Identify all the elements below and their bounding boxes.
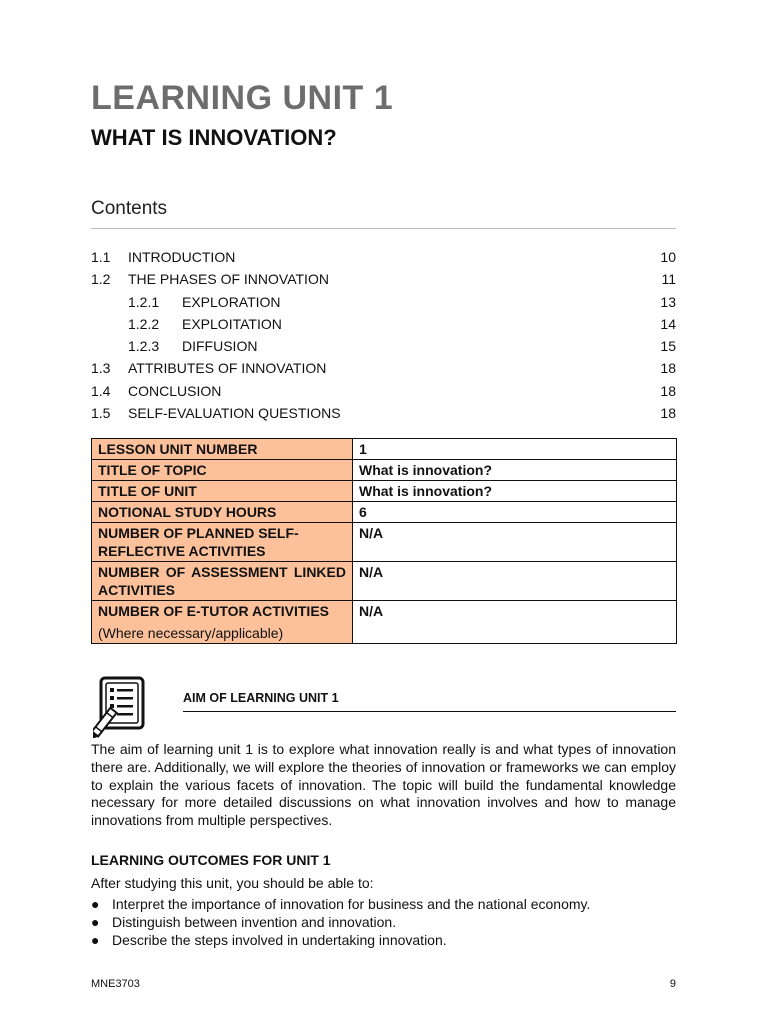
table-value: What is innovation? [353,481,677,502]
contents-divider [91,228,676,229]
list-item [91,932,676,950]
toc-page: 13 [660,293,676,310]
bullet-icon: ● [91,913,100,930]
footer-page-number: 9 [669,978,676,990]
table-row [92,481,677,502]
table-key: NUMBER OF PLANNED SELF-REFLECTIVE ACTIVITIES [92,523,353,562]
unit-subtitle: WHAT IS INNOVATION? [91,125,337,150]
toc-entry[interactable] [91,402,676,424]
toc-label: EXPLORATION [182,293,281,310]
toc-number: 1.1 [91,249,111,265]
table-value: N/A [353,601,677,644]
toc-number: 1.5 [91,405,111,422]
bullet-icon: ● [91,931,100,948]
outcomes-heading: LEARNING OUTCOMES FOR UNIT 1 [91,852,331,868]
toc-label: CONCLUSION [128,382,222,399]
toc-entry[interactable] [91,246,676,268]
unit-title: LEARNING UNIT 1 [91,79,394,117]
aim-divider [183,711,676,712]
table-key: NUMBER OF ASSESSMENT LINKED ACTIVITIES [92,562,353,601]
table-row [92,562,677,601]
toc-page: 10 [660,249,676,265]
toc-number: 1.4 [91,382,111,399]
toc-page: 18 [660,360,676,377]
list-item-text: Distinguish between invention and innovation. [112,913,397,930]
checklist-pencil-icon [93,676,147,738]
table-row [92,502,677,523]
table-of-contents [91,246,676,424]
list-item [91,914,676,932]
table-row [92,601,677,644]
toc-label: DIFFUSION [182,338,258,355]
toc-page: 15 [660,338,676,355]
contents-heading: Contents [91,198,168,219]
table-value: 6 [353,502,677,523]
toc-label: THE PHASES OF INNOVATION [128,271,329,288]
table-key-cell [92,601,353,644]
toc-number: 1.3 [91,360,111,377]
unit-info-table [91,438,677,644]
toc-label: EXPLOITATION [182,315,282,332]
table-value: N/A [353,562,677,601]
list-item-text: Interpret the importance of innovation for business and the national economy. [112,896,591,912]
table-row [92,439,677,460]
toc-number: 1.2.1 [128,293,160,310]
toc-number: 1.2.3 [128,338,160,355]
aim-paragraph: The aim of learning unit 1 is to explore what innovation really is and what types of innovation there are. Additionally, we will explore the theories of innovation or frameworks we can employ to explain the various facets of innovation. The topic will build the fundamental knowledge necessary for more detailed discussions on what innovation involves and how to manage innovations from multiple perspectives. [91,741,676,829]
toc-label: INTRODUCTION [128,249,236,265]
table-row [92,460,677,481]
toc-subentry[interactable] [91,313,676,335]
list-item-text: Describe the steps involved in undertaking innovation. [112,931,447,948]
toc-entry[interactable] [91,357,676,379]
toc-subentry[interactable] [91,291,676,313]
toc-number: 1.2 [91,271,111,288]
toc-page: 18 [660,405,676,422]
toc-page: 14 [660,315,676,332]
toc-entry[interactable] [91,380,676,402]
list-item [91,896,676,914]
bullet-icon: ● [91,896,100,912]
toc-entry[interactable] [91,268,676,290]
toc-page: 11 [661,271,676,288]
table-value: 1 [353,439,677,460]
toc-subentry[interactable] [91,335,676,357]
table-value: N/A [353,523,677,562]
table-key: TITLE OF TOPIC [92,460,353,481]
table-key: TITLE OF UNIT [92,481,353,502]
table-key-note: (Where necessary/applicable) [98,625,284,641]
toc-page: 18 [660,382,676,399]
toc-number: 1.2.2 [128,315,160,332]
table-key: LESSON UNIT NUMBER [92,439,353,460]
outcomes-intro: After studying this unit, you should be able to: [91,875,374,891]
table-row [92,523,677,562]
outcomes-list [91,896,676,949]
footer-course-code: MNE3703 [91,978,140,990]
toc-label: ATTRIBUTES OF INNOVATION [128,360,327,377]
table-key: NOTIONAL STUDY HOURS [92,502,353,523]
table-key: NUMBER OF E-TUTOR ACTIVITIES [98,603,329,619]
aim-heading: AIM OF LEARNING UNIT 1 [183,691,339,705]
toc-label: SELF-EVALUATION QUESTIONS [128,405,341,422]
table-value: What is innovation? [353,460,677,481]
